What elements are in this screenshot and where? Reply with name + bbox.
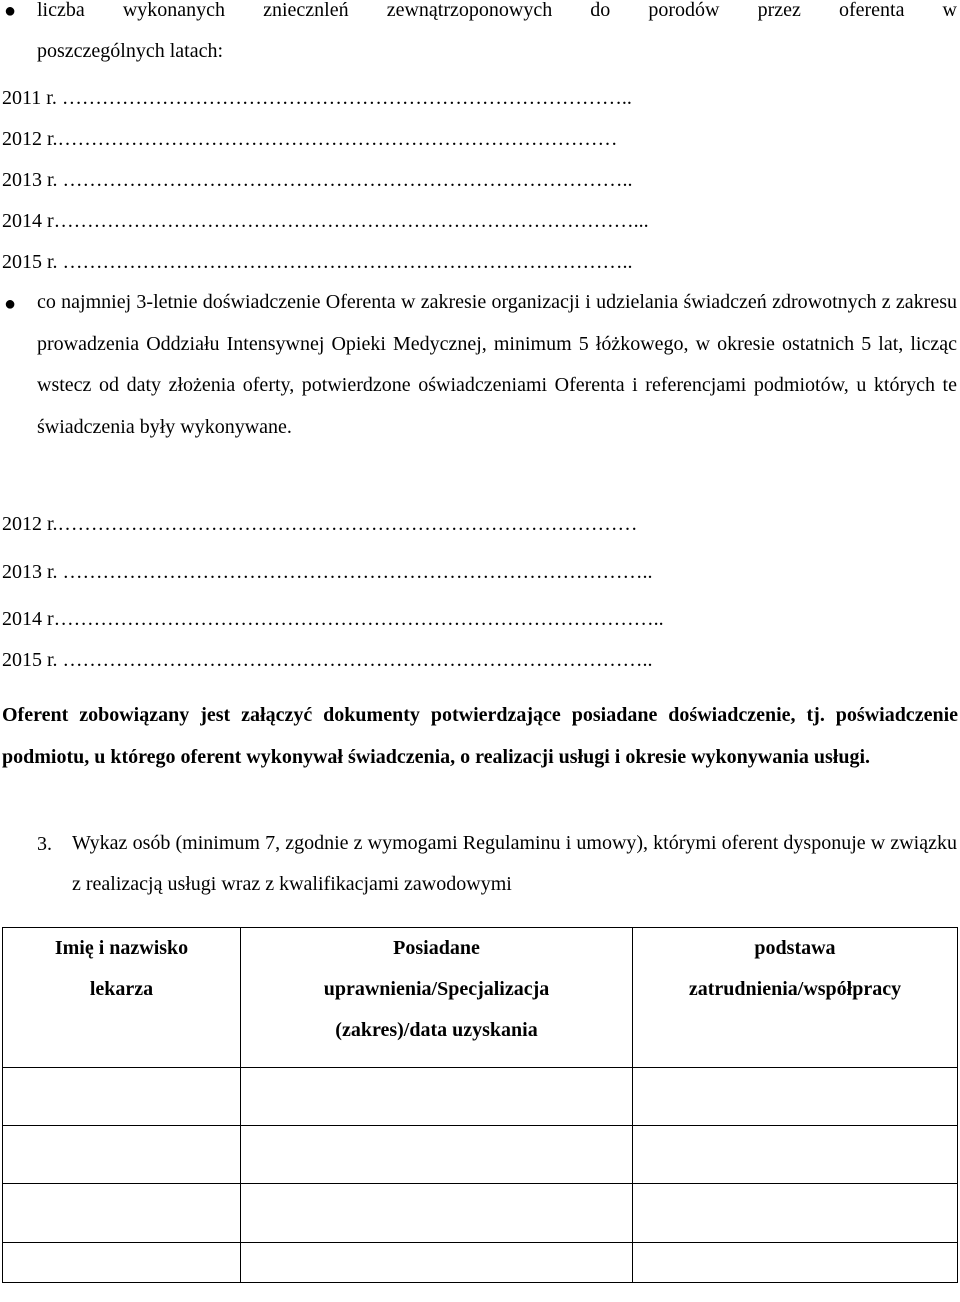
header-employment (633, 928, 958, 1068)
table-cell[interactable] (633, 1126, 958, 1184)
year-line: 2012 r.………………………………………………………………………… (2, 128, 618, 150)
table-header-row (3, 928, 958, 1068)
table-cell[interactable] (241, 1068, 633, 1126)
header-line: zatrudnienia/współpracy (688, 978, 902, 1000)
header-line: podstawa (754, 937, 836, 959)
table-cell[interactable] (633, 1068, 958, 1126)
item3-number: 3. (37, 833, 52, 855)
bullet-icon: ● (4, 0, 17, 22)
year-line: 2014 r……………………………………………………………………………….. (2, 608, 664, 630)
table-cell[interactable] (241, 1243, 633, 1283)
table-cell[interactable] (241, 1184, 633, 1243)
table-row (3, 1068, 958, 1126)
notice-paragraph: Oferent zobowiązany jest załączyć dokumenty potwierdzające posiadane doświadczenie, tj. poświadczenie podmiotu, u którego oferent wykonywał świadczenia, o realizacji usługi i okresie wykonywania usługi. (2, 704, 958, 768)
year-line: 2013 r. …………………………………………………………………………….. (2, 561, 653, 583)
header-line: Imię i nazwisko (54, 937, 189, 959)
header-line: Posiadane (393, 937, 480, 959)
staff-table (2, 927, 958, 1283)
table-cell[interactable] (3, 1243, 241, 1283)
bullet-icon: ● (4, 293, 17, 315)
table-cell[interactable] (633, 1184, 958, 1243)
year-line: 2014 r……………………………………………………………………………... (2, 210, 649, 232)
table-cell[interactable] (633, 1243, 958, 1283)
header-line: (zakres)/data uzyskania (335, 1019, 538, 1041)
table-row (3, 1243, 958, 1283)
year-line: 2015 r. ………………………………………………………………………….. (2, 251, 633, 273)
year-line: 2011 r. ………………………………………………………………………….. (2, 87, 632, 109)
table-row (3, 1184, 958, 1243)
header-line: uprawnienia/Specjalizacja (323, 978, 550, 1000)
header-line: lekarza (89, 978, 154, 1000)
year-line: 2012 r.…………………………………………………………………………… (2, 513, 638, 535)
section1-line1: liczba wykonanych zniecznleń zewnątrzoponowych do porodów przez oferenta w (37, 0, 957, 21)
header-name (3, 928, 241, 1068)
section2-text: co najmniej 3-letnie doświadczenie Oferenta w zakresie organizacji i udzielania świadczeń zdrowotnych z zakresu prowadzenia Oddziału Intensywnej Opieki Medycznej, minimum 5 łóżkowego, w okresie ostatnich 5 lat, licząc wstecz od daty złożenia oferty, potwierdzone oświadczeniami Oferenta i referencjami podmiotów, u których te świadczenia były wykonywane. (37, 291, 957, 438)
header-qualifications (241, 928, 633, 1068)
table-cell[interactable] (3, 1184, 241, 1243)
table-cell[interactable] (241, 1126, 633, 1184)
year-line: 2013 r. ………………………………………………………………………….. (2, 169, 633, 191)
year-line: 2015 r. …………………………………………………………………………….. (2, 649, 653, 671)
item3-text: Wykaz osób (minimum 7, zgodnie z wymogami Regulaminu i umowy), którymi oferent dysponuje w związku z realizacją usługi wraz z kwalifikacjami zawodowymi (72, 832, 957, 895)
table-row (3, 1126, 958, 1184)
table-cell[interactable] (3, 1068, 241, 1126)
table-cell[interactable] (3, 1126, 241, 1184)
section1-line2: poszczególnych latach: (37, 40, 224, 62)
